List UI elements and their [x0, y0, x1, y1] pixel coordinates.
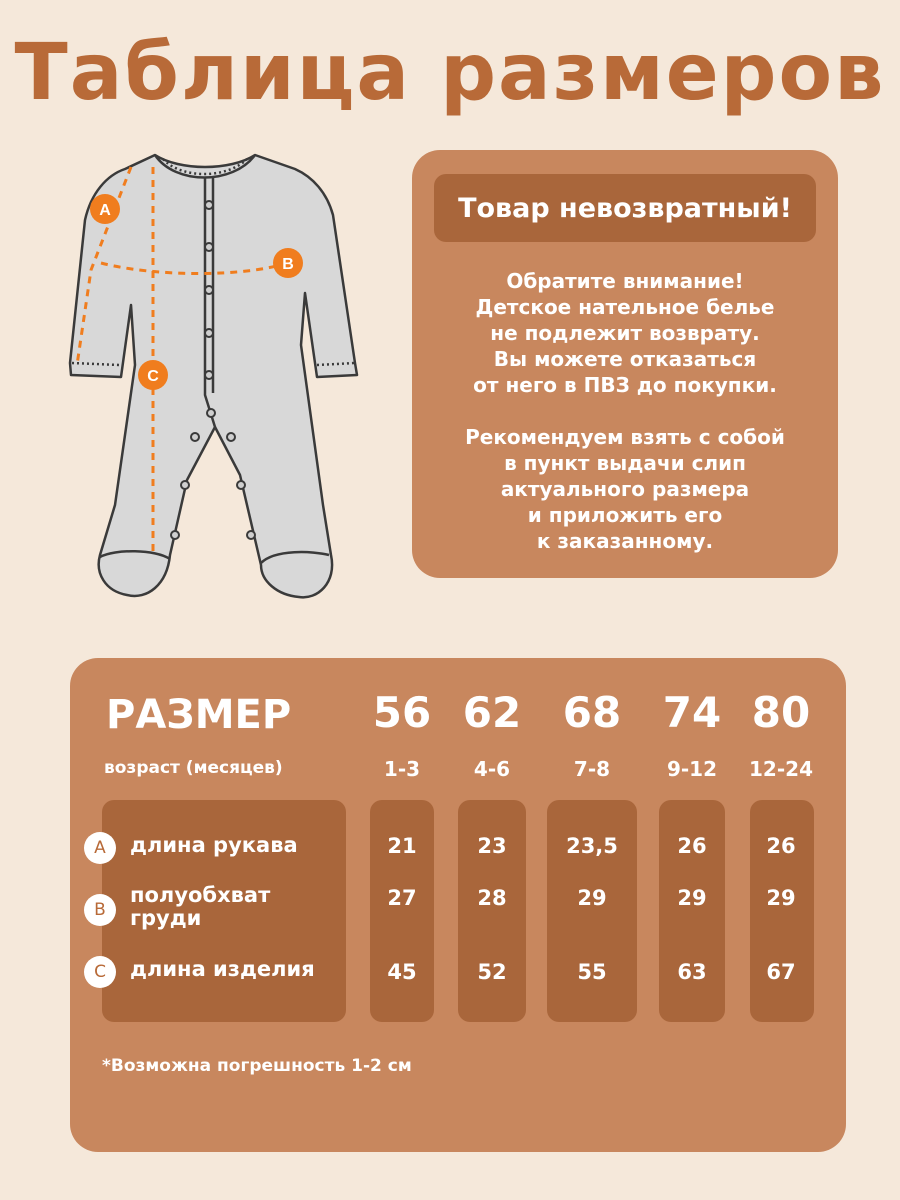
size-74: 74	[662, 688, 722, 737]
cell-a-74: 26	[677, 834, 707, 858]
size-80: 80	[751, 688, 811, 737]
cell-b-68: 29	[577, 886, 607, 910]
marker-a	[90, 194, 120, 224]
age-80: 12-24	[749, 757, 813, 781]
cell-b-62: 28	[477, 886, 507, 910]
svg-text:C: C	[147, 368, 159, 385]
cell-b-74: 29	[677, 886, 707, 910]
marker-c	[138, 360, 168, 390]
notice-heading: Товар невозвратный!	[434, 174, 816, 242]
notice-paragraph-2: Рекомендуем взять с собой в пункт выдачи слип актуального размера и приложить его к заказанному.	[465, 425, 785, 553]
marker-b	[273, 248, 303, 278]
onesie-diagram	[55, 145, 375, 615]
cell-c-56: 45	[387, 960, 417, 984]
cell-c-80: 67	[766, 960, 796, 984]
marker-c-icon: C	[84, 956, 116, 988]
svg-text:B: B	[282, 256, 294, 273]
size-68: 68	[562, 688, 622, 737]
age-68: 7-8	[573, 757, 611, 781]
marker-a-icon: A	[84, 832, 116, 864]
size-56: 56	[372, 688, 432, 737]
cell-a-68: 23,5	[566, 834, 618, 858]
cell-a-56: 21	[387, 834, 417, 858]
size-table-card	[70, 658, 846, 1152]
size-header: РАЗМЕР	[106, 692, 292, 738]
cell-c-68: 55	[577, 960, 607, 984]
age-label: возраст (месяцев)	[104, 758, 283, 778]
notice-paragraph-1: Обратите внимание! Детское нательное белье не подлежит возврату. Вы можете отказаться от него в ПВЗ до покупки.	[473, 269, 777, 397]
cell-b-56: 27	[387, 886, 417, 910]
row-label-sleeve-length: длина рукава	[130, 833, 298, 857]
size-62: 62	[462, 688, 522, 737]
marker-b-icon: B	[84, 894, 116, 926]
age-56: 1-3	[383, 757, 421, 781]
cell-b-80: 29	[766, 886, 796, 910]
cell-a-62: 23	[477, 834, 507, 858]
cell-c-62: 52	[477, 960, 507, 984]
return-notice-card	[412, 150, 838, 578]
age-62: 4-6	[473, 757, 511, 781]
onesie-illustration	[55, 145, 375, 615]
age-74: 9-12	[666, 757, 718, 781]
page-title: Таблица размеров	[14, 28, 886, 118]
row-label-half-chest: полуобхват груди	[130, 883, 271, 930]
row-label-length: длина изделия	[130, 957, 315, 981]
cell-c-74: 63	[677, 960, 707, 984]
cell-a-80: 26	[766, 834, 796, 858]
footnote: *Возможна погрешность 1-2 см	[102, 1056, 412, 1076]
svg-text:A: A	[99, 202, 111, 219]
